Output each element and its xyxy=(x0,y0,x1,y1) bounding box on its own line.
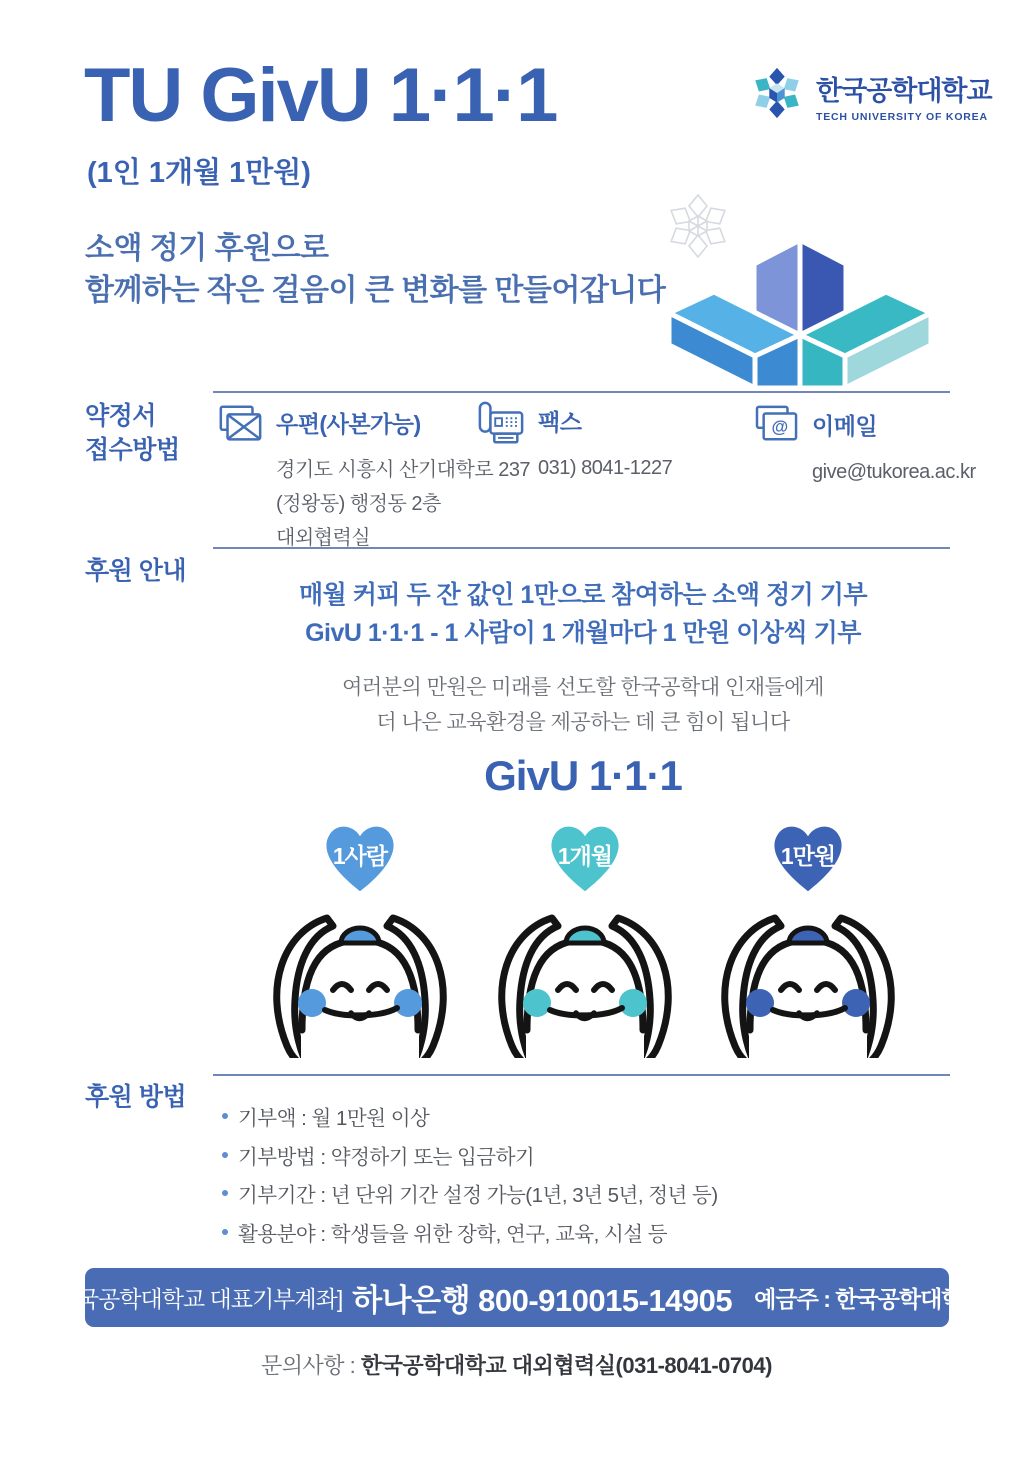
bullet-text: 기부방법 : 약정하기 또는 입금하기 xyxy=(238,1145,535,1169)
section-label-guide: 후원 안내 xyxy=(85,557,187,585)
page-title: TU GivU 1·1·1 xyxy=(84,53,557,138)
givu-heading: GivU 1·1·1 xyxy=(484,752,682,799)
bullet-text: 활용분야 : 학생들을 위한 장학, 연구, 교육, 시설 등 xyxy=(238,1222,668,1246)
mascot-character-icon xyxy=(245,906,475,1058)
footer-contact-info: 한국공학대학교 대외협력실(031-8041-0704) xyxy=(360,1353,772,1378)
guide-description xyxy=(148,670,1018,740)
bullet-text: 기부기간 : 년 단위 기간 설정 가능(1년, 3년 5년, 정년 등) xyxy=(238,1184,718,1208)
guide-highlight xyxy=(148,576,1018,652)
footer-prefix: 문의사항 : xyxy=(261,1353,361,1378)
email-icon xyxy=(754,404,800,449)
contact-fax-number: 031) 8041-1227 xyxy=(538,457,673,479)
contact-email-address: give@tukorea.ac.kr xyxy=(812,461,976,483)
university-logo xyxy=(748,62,992,129)
contact-email-label: 이메일 xyxy=(812,413,878,439)
guide-highlight-line1: 매월 커피 두 잔 값인 1만으로 참여하는 소액 정기 기부 xyxy=(298,581,868,609)
fax-icon xyxy=(476,400,526,453)
bullet-text: 기부액 : 월 1만원 이상 xyxy=(238,1107,430,1131)
contact-fax-label: 팩스 xyxy=(538,409,582,435)
mascot-10000won xyxy=(693,812,923,1063)
mail-icon xyxy=(216,402,264,451)
donation-account-banner xyxy=(50,1268,984,1327)
divider xyxy=(213,1074,950,1076)
banner-account-holder: 예금주 : 한국공학대학교 xyxy=(754,1286,984,1312)
section-label-method: 후원 방법 xyxy=(85,1083,187,1111)
address-line2: (정왕동) 행정동 2층 xyxy=(276,493,441,515)
guide-highlight-line2: GivU 1·1·1 - 1 사람이 1 개월마다 1 만원 이상씩 기부 xyxy=(305,619,861,647)
mascot-1person xyxy=(245,812,475,1063)
footer-contact xyxy=(0,1349,1033,1380)
heart-icon xyxy=(310,812,410,894)
apply-label-line1: 약정서 xyxy=(85,402,156,430)
guide-desc-line1: 여러분의 만원은 미래를 선도할 한국공학대 인재들에게 xyxy=(342,676,824,699)
snowflake-logo-icon xyxy=(748,62,806,129)
contact-email xyxy=(754,404,976,489)
tagline-line2: 함께하는 작은 걸음이 큰 변화를 만들어갑니다 xyxy=(85,274,666,307)
svg-text:@: @ xyxy=(771,416,789,437)
heart-label: 1사람 xyxy=(332,843,388,869)
list-item xyxy=(222,1097,718,1136)
section-label-apply xyxy=(85,399,180,467)
tagline xyxy=(85,228,665,312)
page-subtitle: (1인 1개월 1만원) xyxy=(87,157,311,189)
heart-label: 1만원 xyxy=(780,843,836,869)
banner-account-number: 하나은행 800-910015-14905 xyxy=(352,1283,733,1318)
mascot-character-icon xyxy=(470,906,700,1058)
list-item xyxy=(222,1174,718,1213)
heart-icon xyxy=(535,812,635,894)
logo-university-name: 한국공학대학교 xyxy=(816,75,992,106)
heart-label: 1개월 xyxy=(557,843,613,869)
address-line3: 대외협력실 xyxy=(276,527,371,549)
list-item xyxy=(222,1136,718,1175)
bullet-icon xyxy=(222,1113,228,1119)
guide-desc-line2: 더 나은 교육환경을 제공하는 데 큰 힘이 됩니다 xyxy=(376,711,790,734)
apply-label-line2: 접수방법 xyxy=(85,436,180,464)
isometric-box-graphic xyxy=(645,184,955,396)
heart-icon xyxy=(758,812,858,894)
bullet-icon xyxy=(222,1229,228,1235)
method-bullets xyxy=(222,1097,718,1251)
outline-snowflake-icon xyxy=(667,195,730,257)
banner-prefix: [한국공학대학교 대표기부계좌] xyxy=(50,1286,343,1312)
divider xyxy=(213,391,950,393)
address-line1: 경기도 시흥시 산기대학로 237 xyxy=(276,459,531,481)
mascot-1month xyxy=(470,812,700,1063)
bullet-icon xyxy=(222,1190,228,1196)
contact-mail-label: 우편(사본가능) xyxy=(276,411,421,437)
contact-fax xyxy=(476,400,672,485)
logo-university-subname: TECH UNIVERSITY OF KOREA xyxy=(816,110,988,123)
tagline-line1: 소액 정기 후원으로 xyxy=(85,232,329,265)
list-item xyxy=(222,1213,718,1252)
mascot-character-icon xyxy=(693,906,923,1058)
logo-text xyxy=(816,69,992,123)
bullet-icon xyxy=(222,1152,228,1158)
